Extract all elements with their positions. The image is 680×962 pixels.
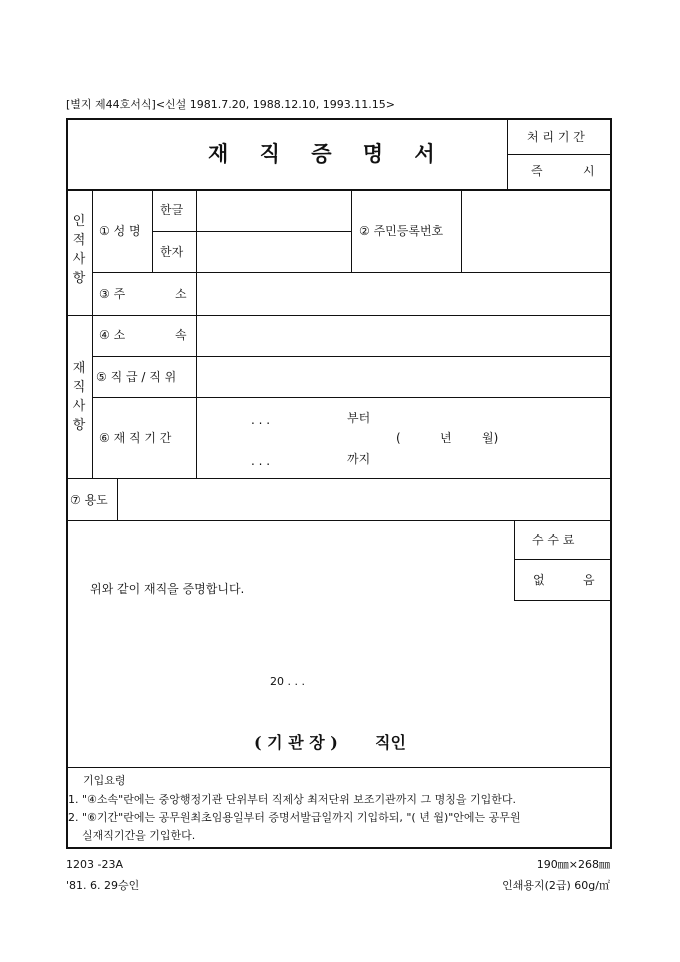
certification-statement: 위와 같이 재직을 증명합니다.	[90, 582, 245, 596]
fee-box-bottom	[514, 600, 612, 601]
duration-month: 월)	[482, 431, 499, 445]
duration-year: 년	[440, 431, 452, 445]
instruction-item-1: 1. "④소속"란에는 중앙행정기관 단위부터 직제상 최저단위 보조기관까지 그 명칭을 기입한다.	[68, 793, 516, 806]
fee-label: 수 수 료	[532, 533, 575, 547]
form-number: 1203 -23A	[66, 858, 123, 871]
official-seal-label: 직인	[375, 733, 406, 752]
name-row-bottom	[92, 272, 612, 273]
personal-section-bottom	[66, 315, 612, 316]
approval-date: '81. 6. 29승인	[66, 879, 140, 892]
instructions-title: 기입요령	[83, 774, 126, 787]
employment-section-bottom	[66, 478, 612, 479]
paper-size: 190㎜×268㎜	[536, 858, 610, 871]
period-from-label: 부터	[347, 411, 371, 425]
period-label: ⑥ 재 직 기 간	[99, 431, 172, 445]
instruction-item-2-cont: 실재직기간을 기입한다.	[82, 829, 196, 842]
processing-value-right: 시	[583, 164, 595, 178]
fee-value-right: 음	[583, 573, 595, 587]
name-divider	[152, 231, 351, 232]
document-title: 재 직 증 명 서	[208, 141, 447, 166]
rank-label: ⑤ 직 급 / 직 위	[96, 370, 177, 384]
form-reference: [별지 제44호서식]<신설 1981.7.20, 1988.12.10, 1993.11.15>	[66, 98, 395, 111]
period-end-date[interactable]: . . .	[251, 454, 271, 468]
purpose-label-border	[117, 478, 118, 520]
paper-spec: 인쇄용지(2급) 60g/㎡	[502, 879, 610, 892]
instructions-top	[66, 767, 612, 768]
personal-section-label: 인적사항	[72, 214, 86, 286]
employment-section-label: 재직사항	[72, 361, 86, 433]
duration-open: (	[396, 431, 401, 445]
dept-label-right: 속	[175, 328, 187, 342]
label-value-divider	[196, 189, 197, 478]
period-to-label: 까지	[347, 452, 371, 466]
hanja-label: 한자	[160, 245, 184, 259]
rrn-value-border	[461, 189, 462, 272]
fee-box-left-border	[514, 520, 515, 600]
fee-divider	[514, 559, 612, 560]
certificate-form-frame	[66, 118, 612, 849]
address-label-left: ③ 주	[99, 287, 126, 301]
hangul-label: 한글	[160, 203, 184, 217]
fee-value-left: 없	[533, 573, 545, 587]
dept-row-bottom	[92, 356, 612, 357]
name-label: ① 성 명	[99, 224, 141, 238]
rrn-label: ② 주민등록번호	[359, 224, 444, 238]
address-label-right: 소	[175, 287, 187, 301]
processing-period-label: 처 리 기 간	[527, 130, 585, 144]
instruction-item-2: 2. "⑥기간"란에는 공무원최초임용일부터 증명서발급일까지 기입하되, "( 년 월)"안에는 공무원	[68, 811, 521, 824]
section-label-column	[92, 189, 93, 478]
dept-label-left: ④ 소	[99, 328, 126, 342]
rrn-left-border	[351, 189, 352, 272]
issuer-label: ( 기 관 장 )	[254, 733, 338, 752]
processing-left-border	[507, 118, 508, 189]
purpose-label: ⑦ 용도	[70, 493, 108, 507]
processing-value-left: 즉	[531, 164, 543, 178]
processing-divider	[508, 154, 612, 155]
purpose-row-bottom	[66, 520, 612, 521]
name-sub-column	[152, 189, 153, 272]
rank-row-bottom	[92, 397, 612, 398]
issue-date-line[interactable]: 20 . . .	[270, 675, 305, 688]
title-divider	[66, 189, 612, 191]
period-start-date[interactable]: . . .	[251, 413, 271, 427]
